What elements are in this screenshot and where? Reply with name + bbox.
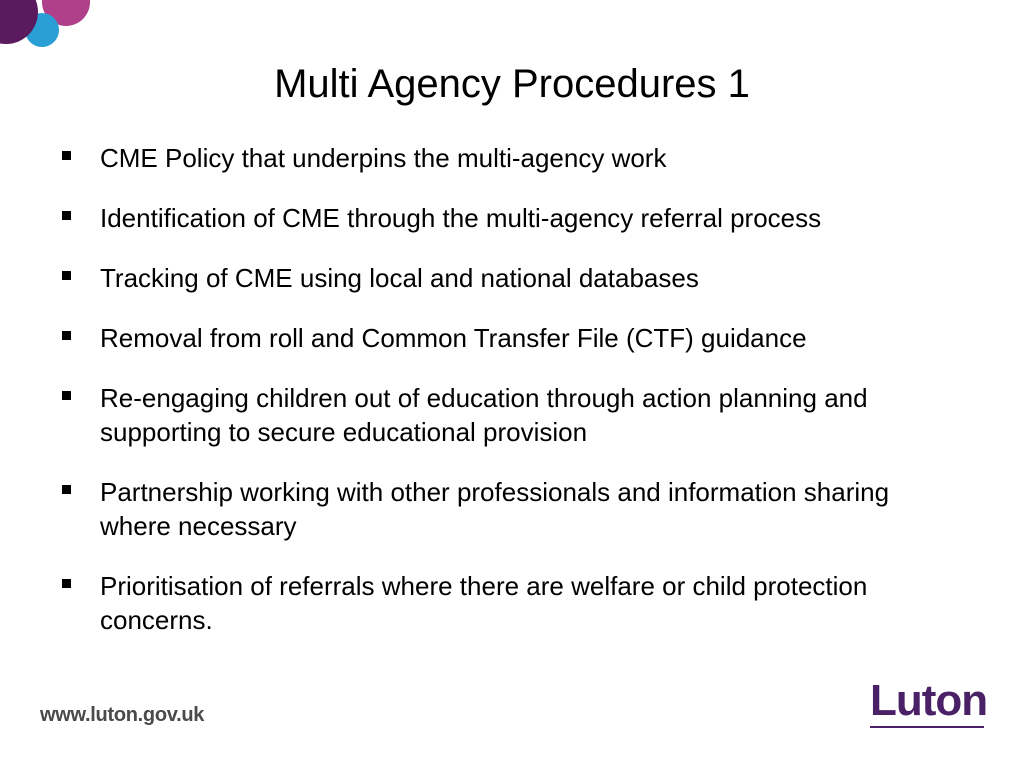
bullet-text: Removal from roll and Common Transfer File (CTF) guidance — [100, 323, 807, 353]
bullet-list — [62, 141, 962, 663]
bullet-marker-icon — [62, 391, 71, 400]
bullet-text: Identification of CME through the multi-agency referral process — [100, 203, 822, 233]
bullet-marker-icon — [62, 211, 71, 220]
footer-website-link[interactable]: www.luton.gov.uk — [40, 704, 205, 726]
bullet-marker-icon — [62, 331, 71, 340]
list-item — [62, 141, 962, 175]
bullet-text: Partnership working with other professionals and information sharing where necessary — [100, 477, 890, 541]
bullet-marker-icon — [62, 271, 71, 280]
list-item — [62, 261, 962, 295]
bullet-text: Re-engaging children out of education through action planning and supporting to secure educational provision — [100, 383, 868, 447]
bullet-text: CME Policy that underpins the multi-agency work — [100, 143, 667, 173]
luton-brand-name: Luton — [870, 676, 988, 725]
list-item — [62, 381, 962, 449]
list-item — [62, 475, 962, 543]
bullet-text: Tracking of CME using local and national databases — [100, 263, 699, 293]
list-item — [62, 321, 962, 355]
bullet-marker-icon — [62, 151, 71, 160]
list-item — [62, 569, 962, 637]
brand-underline — [870, 726, 984, 728]
slide-title: Multi Agency Procedures 1 — [274, 62, 750, 106]
bullet-text: Prioritisation of referrals where there are welfare or child protection concerns. — [100, 571, 868, 635]
decorative-circles-logo — [0, 0, 100, 60]
luton-logo — [870, 676, 986, 728]
list-item — [62, 201, 962, 235]
bullet-marker-icon — [62, 579, 71, 588]
bullet-marker-icon — [62, 485, 71, 494]
